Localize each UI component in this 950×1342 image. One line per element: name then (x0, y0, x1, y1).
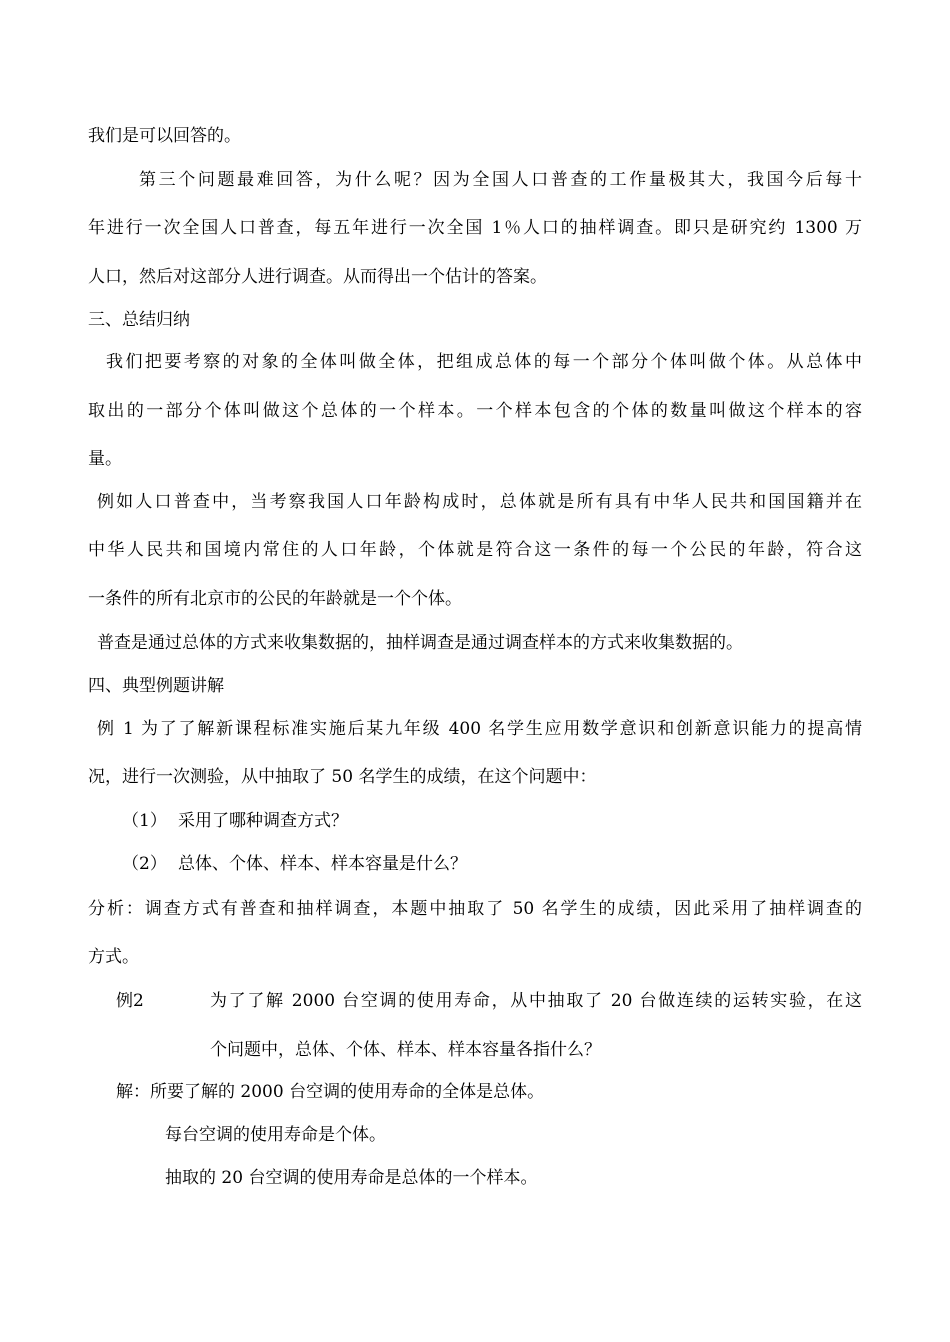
paragraph-line: 我们把要考察的对象的全体叫做全体，把组成总体的每一个部分个体叫做个体。从总体中 (106, 352, 862, 372)
example-line: 为了了解 2000 台空调的使用寿命，从中抽取了 20 台做连续的运转实验，在这 (210, 991, 862, 1011)
solution-line: 抽取的 20 台空调的使用寿命是总体的一个样本。 (165, 1168, 538, 1188)
paragraph-line: 第三个问题最难回答，为什么呢？因为全国人口普查的工作量极其大，我国今后每十 (139, 170, 862, 190)
question-number: （1） (122, 811, 167, 831)
paragraph-line: 一条件的所有北京市的公民的年龄就是一个个体。 (88, 589, 462, 609)
section-heading: 三、总结归纳 (88, 310, 190, 330)
paragraph-line: 取出的一部分个体叫做这个总体的一个样本。一个样本包含的个体的数量叫做这个样本的容 (88, 401, 862, 421)
example-label: 例2 (116, 991, 144, 1011)
section-heading: 四、典型例题讲解 (88, 676, 224, 696)
example-line: 个问题中，总体、个体、样本、样本容量各指什么？ (210, 1040, 601, 1060)
solution-line: 解：所要了解的 2000 台空调的使用寿命的全体是总体。 (116, 1082, 545, 1102)
example-line: 例 1 为了了解新课程标准实施后某九年级 400 名学生应用数学意识和创新意识能力的提高情 (97, 719, 862, 739)
question-number: （2） (122, 854, 167, 874)
paragraph-line: 年进行一次全国人口普查，每五年进行一次全国 1％人口的抽样调查。即只是研究约 1300 万 (88, 218, 862, 238)
analysis-line: 分析：调查方式有普查和抽样调查，本题中抽取了 50 名学生的成绩，因此采用了抽样调查的 (88, 899, 862, 919)
solution-line: 每台空调的使用寿命是个体。 (165, 1125, 386, 1145)
paragraph-line: 我们是可以回答的。 (88, 126, 241, 146)
example-line: 况，进行一次测验，从中抽取了 50 名学生的成绩，在这个问题中： (88, 767, 597, 787)
paragraph-line: 例如人口普查中，当考察我国人口年龄构成时，总体就是所有具有中华人民共和国国籍并在 (97, 492, 862, 512)
paragraph-line: 量。 (88, 449, 122, 469)
analysis-line: 方式。 (88, 947, 139, 967)
question-text: 总体、个体、样本、样本容量是什么？ (178, 854, 467, 874)
paragraph-line: 中华人民共和国境内常住的人口年龄，个体就是符合这一条件的每一个公民的年龄，符合这 (88, 540, 862, 560)
paragraph-line: 人口，然后对这部分人进行调查。从而得出一个估计的答案。 (88, 267, 547, 287)
question-text: 采用了哪种调查方式？ (178, 811, 348, 831)
paragraph-line: 普查是通过总体的方式来收集数据的，抽样调查是通过调查样本的方式来收集数据的。 (97, 633, 743, 653)
